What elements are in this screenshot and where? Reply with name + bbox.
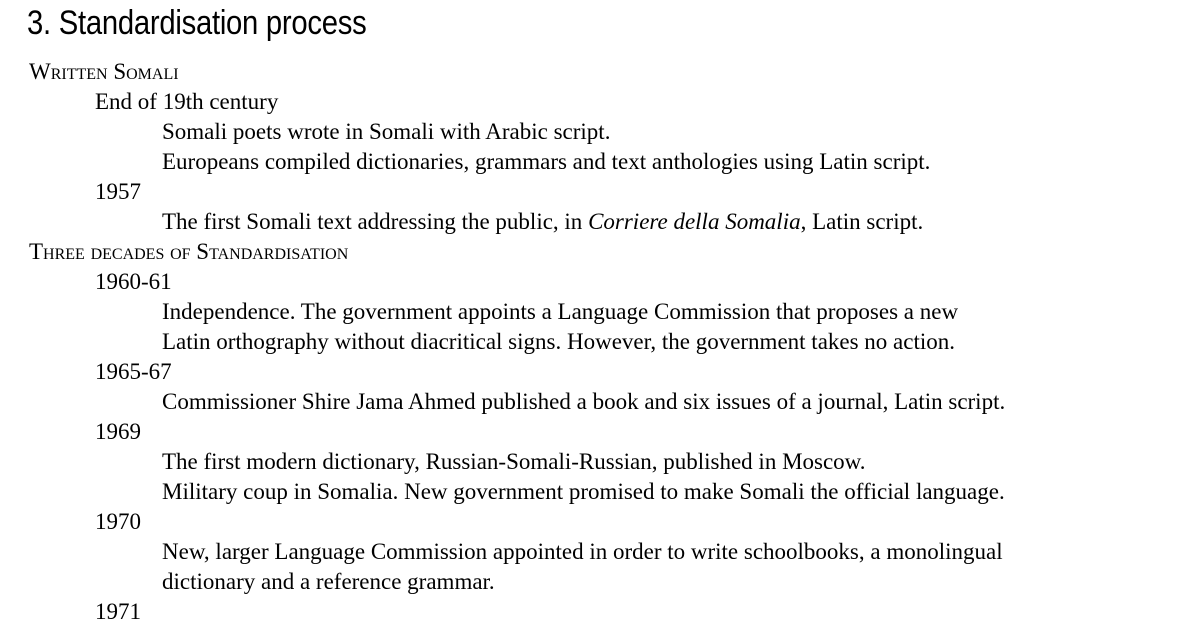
entry-text: Independence. The government appoints a Language Commission that proposes a new bbox=[162, 299, 959, 324]
entry-text: Latin orthography without diacritical signs. However, the government takes no action. bbox=[162, 329, 956, 354]
period-label-1965-67: 1965-67 bbox=[95, 359, 172, 384]
entry-text: Commissioner Shire Jama Ahmed published a book and six issues of a journal, Latin script. bbox=[162, 389, 1006, 414]
entry-text: dictionary and a reference grammar. bbox=[162, 569, 495, 594]
entry-text: Military coup in Somalia. New government promised to make Somali the official language. bbox=[162, 479, 1005, 504]
period-label-1960-61: 1960-61 bbox=[95, 269, 172, 294]
period-label-1957: 1957 bbox=[95, 179, 141, 204]
period-label-1971: 1971 bbox=[95, 599, 141, 624]
period-label-1969: 1969 bbox=[95, 419, 141, 444]
entry-text-post: , Latin script. bbox=[800, 209, 924, 234]
entry-text-1957 bbox=[0, 207, 1183, 237]
period-label-end-19th-century: End of 19th century bbox=[95, 89, 279, 114]
entry-text: Europeans compiled dictionaries, grammars and text anthologies using Latin script. bbox=[162, 149, 931, 174]
entry-text: The first modern dictionary, Russian-Somali-Russian, published in Moscow. bbox=[162, 449, 866, 474]
section-heading-written-somali: Written Somali bbox=[29, 59, 179, 84]
page-title: 3. Standardisation process bbox=[27, 4, 367, 42]
document-body bbox=[0, 57, 1183, 627]
entry-text-pre: The first Somali text addressing the public, in bbox=[162, 209, 589, 234]
entry-text: Somali poets wrote in Somali with Arabic script. bbox=[162, 119, 611, 144]
newspaper-title: Corriere della Somalia bbox=[588, 209, 801, 234]
entry-text: New, larger Language Commission appointed in order to write schoolbooks, a monolingual bbox=[162, 539, 1003, 564]
period-label-1970: 1970 bbox=[95, 509, 141, 534]
section-heading-three-decades: Three decades of Standardisation bbox=[29, 239, 349, 264]
